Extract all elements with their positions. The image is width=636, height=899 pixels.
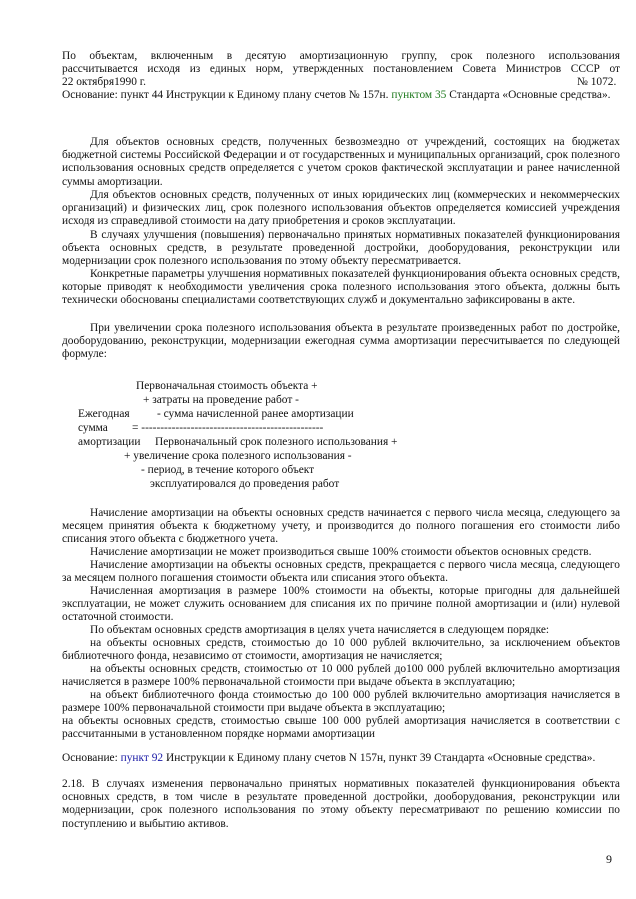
paragraph: 2.18. В случаях изменения первоначально принятых нормативных показателей функционирования объекта основных средств, в том числе в результате проведенной достройки, дооборудования, реконструкции или модернизации, срок полезного использования по этому объекту пересматривают по решению комиссии по поступлению и выбытию активов. — [62, 778, 620, 830]
paragraph: Начисленная амортизация в размере 100% стоимости на объекты, которые пригодны для дальнейшей эксплуатации, не может служить основанием для списания их по причине полной амортизации и (или) нулевой остаточной стоимости. — [62, 585, 620, 624]
standard-link[interactable]: пунктом 35 — [391, 89, 447, 101]
paragraph: При увеличении срока полезного использования объекта в результате произведенных работ по достройке, дооборудованию, реконструкции, модернизации ежегодная сумма амортизации пересчитывается по следующей формуле: — [62, 322, 620, 361]
paragraph: на объект библиотечного фонда стоимостью до 100 000 рублей включительно амортизация начисляется в размере 100% первоначальной стоимости при выдаче объекта в эксплуатацию; — [62, 689, 620, 715]
formula-line: эксплуатировался до проведения работ — [150, 478, 340, 490]
formula-line: + увеличение срока полезного использования - — [124, 450, 352, 462]
formula-line: + затраты на проведение работ - — [143, 394, 299, 406]
paragraph: на объекты основных средств, стоимостью свыше 100 000 рублей амортизация начисляется в соответствии с рассчитанными в установленном порядке нормами амортизации — [62, 715, 620, 741]
basis-paragraph — [62, 752, 620, 765]
formula-line: = ------------------------------------------------ — [132, 422, 324, 434]
paragraph: на объекты основных средств, стоимостью до 10 000 рублей включительно, за исключением объектов библиотечного фонда, независимо от стоимости, амортизация не начисляется; — [62, 637, 620, 663]
paragraph: Начисление амортизации не может производиться свыше 100% стоимости объектов основных средств. — [90, 546, 592, 558]
paragraph: Для объектов основных средств, полученных от иных юридических лиц (коммерческих и некоммерческих организаций) и физических лиц, срок полезного использования объектов определяется комиссией учреждения исходя из справедливой стоимости на дату приобретения и сроков эксплуатации. — [62, 189, 620, 228]
formula-line: амортизации — [78, 436, 141, 448]
paragraph: Начисление амортизации на объекты основных средств, прекращается с первого числа месяца, следующего за месяцем полного погашения стоимости объекта или списания этого объекта. — [62, 559, 620, 585]
paragraph: Конкретные параметры улучшения нормативных показателей функционирования объекта основных средств, которые приводят к необходимости увеличения срока полезного использования этого объекта, должны быть технически обоснованы специалистами соответствующих служб и документально зафиксированы в акте. — [62, 268, 620, 307]
paragraph-line: По объектам, включенным в десятую амортизационную группу, срок полезного использования — [62, 50, 620, 62]
paragraph: Начисление амортизации на объекты основных средств начинается с первого числа месяца, следующего за месяцем принятия объекта к бюджетному учету, и производится до полного погашения его стоимости либо списания этого объекта с бюджетного учета. — [62, 507, 620, 546]
formula-line: Первоначальная стоимость объекта + — [136, 380, 318, 392]
formula-line: Ежегодная — [78, 408, 130, 420]
basis-text: Основание: — [62, 752, 118, 764]
basis-paragraph — [62, 89, 620, 102]
page-number: 9 — [606, 852, 612, 866]
formula-line: сумма — [78, 422, 108, 434]
basis-text: Инструкции к Единому плану счетов N 157н, пункт 39 Стандарта «Основные средства». — [166, 752, 596, 764]
formula-line: Первоначальный срок полезного использования + — [155, 436, 398, 448]
paragraph: По объектам основных средств амортизация в целях учета начисляется в следующем порядке: — [90, 624, 550, 636]
order-number: № 1072. — [577, 76, 617, 88]
basis-text: Стандарта «Основные средства». — [449, 89, 611, 101]
formula-line: - период, в течение которого объект — [141, 464, 315, 476]
paragraph-line: 22 октября1990 г. — [62, 76, 146, 88]
formula-line: - сумма начисленной ранее амортизации — [157, 408, 354, 420]
paragraph: Для объектов основных средств, полученных безвозмездно от учреждений, состоящих на бюджетах бюджетной системы Российской Федерации и от государственных и муниципальных организаций, срок полезного использования основных средств определяется с учетом сроков фактической эксплуатации и ранее начисленной суммы амортизации. — [62, 136, 620, 188]
paragraph: В случаях улучшения (повышения) первоначально принятых нормативных показателей функционирования объекта основных средств, в результате проведенной достройки, дооборудования, реконструкции или модернизации срок полезного использования по этому объекту пересматривается. — [62, 229, 620, 268]
instruction-link[interactable]: пункт 92 — [120, 752, 164, 764]
basis-text: Основание: пункт 44 Инструкции к Единому плану счетов № 157н. — [62, 89, 389, 101]
paragraph: на объекты основных средств, стоимостью от 10 000 рублей до100 000 рублей включительно амортизация начисляется в размере 100% первоначальной стоимости при выдаче объекта в эксплуатацию; — [62, 663, 620, 689]
paragraph-line: рассчитывается исходя из единых норм, утвержденных постановлением Совета Министров СССР от — [62, 63, 620, 75]
